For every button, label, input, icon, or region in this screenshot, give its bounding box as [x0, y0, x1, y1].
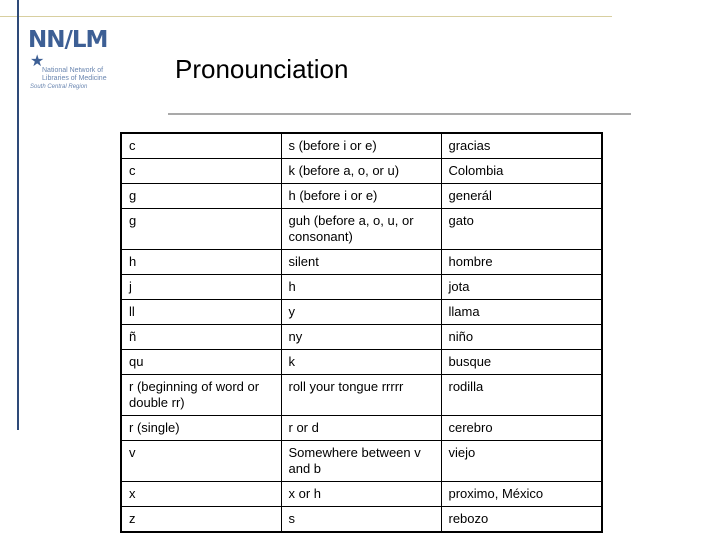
- sound-cell: h (before i or e): [281, 184, 441, 209]
- example-cell: Colombia: [441, 159, 602, 184]
- table-row: [121, 507, 602, 533]
- letter-cell: g: [121, 184, 281, 209]
- table-row: [121, 133, 602, 159]
- example-cell: jota: [441, 275, 602, 300]
- letter-cell: ll: [121, 300, 281, 325]
- letter-cell: r (beginning of word or double rr): [121, 375, 281, 416]
- table-row: [121, 375, 602, 416]
- letter-cell: j: [121, 275, 281, 300]
- left-rule: [17, 0, 19, 430]
- pronunciation-table: [120, 132, 603, 533]
- sound-cell: y: [281, 300, 441, 325]
- example-cell: gato: [441, 209, 602, 250]
- logo-region: South Central Region: [30, 84, 88, 90]
- star-icon: ★: [30, 53, 45, 70]
- example-cell: cerebro: [441, 416, 602, 441]
- sound-cell: silent: [281, 250, 441, 275]
- logo-subtitle: [42, 67, 107, 83]
- letter-cell: x: [121, 482, 281, 507]
- sound-cell: k: [281, 350, 441, 375]
- example-cell: viejo: [441, 441, 602, 482]
- example-cell: proximo, México: [441, 482, 602, 507]
- letter-cell: ñ: [121, 325, 281, 350]
- sound-cell: x or h: [281, 482, 441, 507]
- letter-cell: qu: [121, 350, 281, 375]
- page-title: Pronounciation: [175, 54, 349, 84]
- table-row: [121, 300, 602, 325]
- nnlm-logo: [28, 28, 138, 94]
- table-row: [121, 482, 602, 507]
- sound-cell: Somewhere between v and b: [281, 441, 441, 482]
- table-row: [121, 250, 602, 275]
- sound-cell: s: [281, 507, 441, 533]
- letter-cell: h: [121, 250, 281, 275]
- table-row: [121, 350, 602, 375]
- sound-cell: ny: [281, 325, 441, 350]
- table-row: [121, 209, 602, 250]
- example-cell: rebozo: [441, 507, 602, 533]
- top-rule: [0, 16, 612, 17]
- letter-cell: v: [121, 441, 281, 482]
- letter-cell: c: [121, 133, 281, 159]
- table-row: [121, 159, 602, 184]
- table-row: [121, 325, 602, 350]
- table-row: [121, 275, 602, 300]
- table-row: [121, 184, 602, 209]
- letter-cell: r (single): [121, 416, 281, 441]
- sound-cell: r or d: [281, 416, 441, 441]
- title-underline: [168, 113, 631, 115]
- table-row: [121, 441, 602, 482]
- example-cell: rodilla: [441, 375, 602, 416]
- sound-cell: s (before i or e): [281, 133, 441, 159]
- letter-cell: c: [121, 159, 281, 184]
- example-cell: llama: [441, 300, 602, 325]
- example-cell: generál: [441, 184, 602, 209]
- sound-cell: roll your tongue rrrrr: [281, 375, 441, 416]
- example-cell: niño: [441, 325, 602, 350]
- logo-wordmark: NN/LM: [28, 27, 108, 53]
- logo-subtitle-line: National Network of: [42, 67, 104, 74]
- sound-cell: guh (before a, o, u, or consonant): [281, 209, 441, 250]
- sound-cell: k (before a, o, or u): [281, 159, 441, 184]
- example-cell: gracias: [441, 133, 602, 159]
- example-cell: hombre: [441, 250, 602, 275]
- letter-cell: g: [121, 209, 281, 250]
- letter-cell: z: [121, 507, 281, 533]
- sound-cell: h: [281, 275, 441, 300]
- table-row: [121, 416, 602, 441]
- example-cell: busque: [441, 350, 602, 375]
- logo-subtitle-line: Libraries of Medicine: [42, 75, 107, 82]
